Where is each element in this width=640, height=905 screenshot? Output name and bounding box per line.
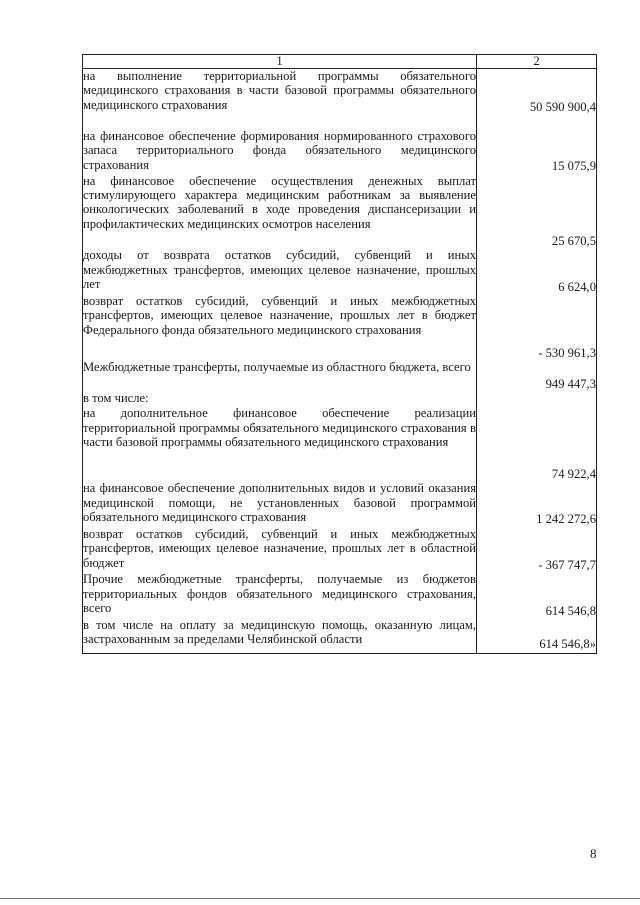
row-text: на финансовое обеспечение дополнительных видов и условий оказания медицинской помощи, не установленных базовой программой обязательного медицинского страхования: [83, 481, 476, 524]
table-row: [83, 69, 597, 129]
row-value: - 367 747,7: [538, 558, 596, 573]
row-value: 15 075,9: [551, 159, 596, 174]
row-value: 50 590 900,4: [529, 100, 596, 115]
row-text: Прочие межбюджетные трансферты, получаемые из бюджетов территориальных фондов обязательного медицинского страхования, всего: [83, 572, 476, 616]
table-row: [83, 174, 597, 249]
table-row: [83, 248, 597, 294]
row-text: в том числе:: [83, 391, 149, 406]
row-value: 614 546,8: [545, 603, 596, 618]
row-text: возврат остатков субсидий, субвенций и иных межбюджетных трансфертов, имеющих целевое назначение, прошлых лет в бюджет Федерального фонда обязательного медицинского страхования: [83, 293, 476, 337]
budget-table: [82, 54, 597, 654]
table-row: [83, 391, 597, 406]
table-row: [83, 527, 597, 573]
page-number: 8: [590, 846, 597, 861]
row-value: - 530 961,3: [538, 345, 596, 360]
footer-divider: [0, 898, 640, 899]
row-text: в том числе на оплату за медицинскую помощь, оказанную лицам, застрахованным за пределами Челябинской области: [83, 618, 476, 647]
row-value: 1 242 272,6: [536, 512, 596, 527]
table-row: [83, 360, 597, 391]
row-text: Межбюджетные трансферты, получаемые из областного бюджета, всего: [83, 360, 471, 375]
table-header-row: [83, 55, 597, 69]
row-value: 74 922,4: [551, 466, 596, 481]
table-row: [83, 572, 597, 618]
row-value: 6 624,0: [558, 279, 596, 294]
table-row: [83, 618, 597, 653]
row-text: на выполнение территориальной программы обязательного медицинского страхования в части базовой программы обязательного медицинского страхования: [83, 69, 476, 112]
header-col-1: 1: [83, 55, 477, 69]
table-row: [83, 406, 597, 481]
row-text: возврат остатков субсидий, субвенций и иных межбюджетных трансфертов, имеющих целевое назначение, прошлых лет в областной бюджет: [83, 526, 476, 570]
table-row: [83, 481, 597, 527]
row-value: 949 447,3: [545, 377, 596, 392]
row-text: доходы от возврата остатков субсидий, субвенций и иных межбюджетных трансфертов, имеющих целевое назначение, прошлых лет: [83, 248, 476, 292]
header-col-2: 2: [477, 55, 597, 69]
table-row: [83, 294, 597, 360]
row-text: на дополнительное финансовое обеспечение реализации территориальной программы обязательного медицинского страхования в части базовой программы обязательного медицинского страхования: [83, 406, 476, 450]
row-text: на финансовое обеспечение осуществления денежных выплат стимулирующего характера медицинским работникам за выявление онкологических заболеваний в ходе проведения диспансеризации и профилактических медицинских осмотров населения: [83, 173, 476, 231]
table-row: [83, 129, 597, 174]
row-text: на финансовое обеспечение формирования нормированного страхового запаса территориального фонда обязательного медицинского страхования: [83, 128, 476, 172]
row-value: 25 670,5: [551, 233, 596, 248]
row-value: 614 546,8»: [539, 636, 596, 651]
